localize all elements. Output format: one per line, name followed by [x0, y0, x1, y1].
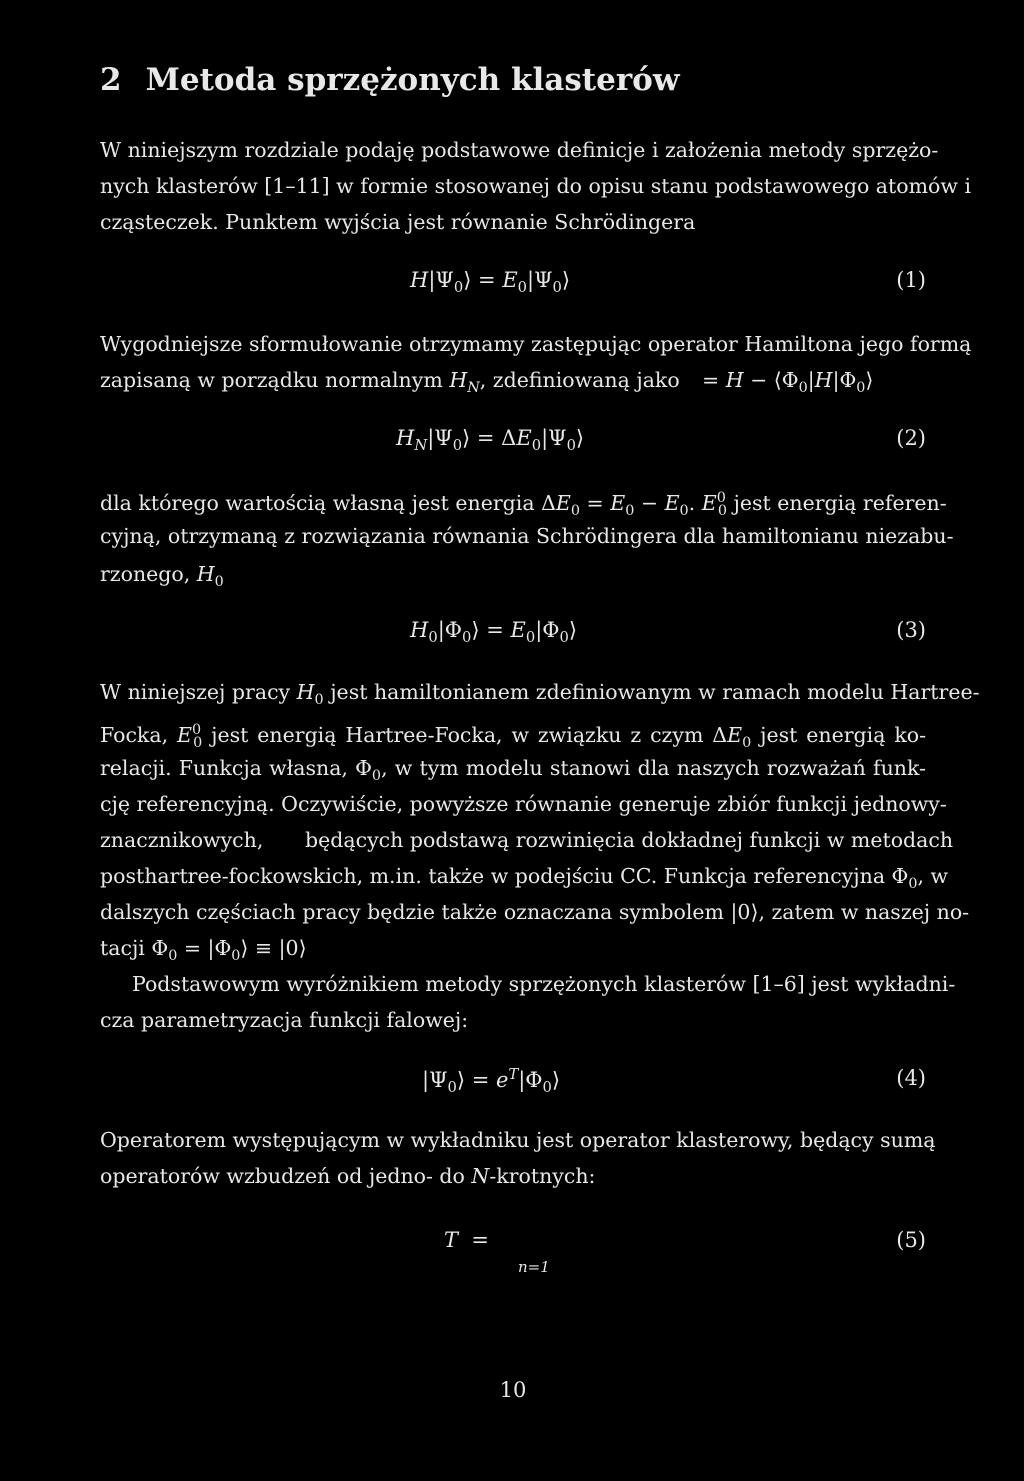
- equation-number: (2): [896, 426, 926, 450]
- equation-number: (5): [896, 1228, 926, 1252]
- text-line: Focka, $E^0_0$ jest energią Hartree-Focka, w związku z czym $\Delta E_0$ jest energią ko-: [100, 722, 927, 751]
- text-line: dla którego wartością własną jest energia $\Delta E_0 = E_0 - E_0$. $E^0_0$ jest energią referen-: [100, 490, 947, 519]
- hn-definition: = $H - ⟨\Phi_0|H|\Phi_0⟩$: [702, 368, 874, 397]
- text-line: W niniejszej pracy $H_0$ jest hamiltonianem zdefiniowanym w ramach modelu Hartree-: [100, 680, 980, 709]
- text-line: Wygodniejsze sformułowanie otrzymamy zastępując operator Hamiltona jego formą: [100, 332, 972, 356]
- equation-body: $|\Psi_0⟩$ = $e^T|\Phi_0⟩$: [422, 1066, 561, 1097]
- equation-2: [100, 426, 926, 456]
- text-line: cza parametryzacja funkcji falowej:: [100, 1008, 469, 1032]
- equation-body: T =: [444, 1228, 489, 1252]
- text-line: dalszych częściach pracy będzie także oznaczana symbolem |0⟩, zatem w naszej no-: [100, 900, 970, 924]
- section-title: Metoda sprzężonych klasterów: [145, 62, 680, 98]
- equation-body: $H_0|\Phi_0⟩$ = $E_0|\Phi_0⟩$: [410, 618, 578, 647]
- text-line: rzonego, $H_0$: [100, 562, 224, 591]
- text-line: relacji. Funkcja własna, $\Phi_0$, w tym modelu stanowi dla naszych rozważań funk-: [100, 756, 926, 785]
- page: [100, 0, 980, 1481]
- text-line: zapisaną w porządku normalnym $H_N$, zdefiniowaną jako = $H - ⟨\Phi_0|H|\Phi_0⟩$: [100, 366, 926, 402]
- text-line: nych klasterów [1–11] w formie stosowanej do opisu stanu podstawowego atomów i: [100, 174, 972, 198]
- equation-number: (3): [896, 618, 926, 642]
- text-line: cję referencyjną. Oczywiście, powyższe równanie generuje zbiór funkcji jednowy-: [100, 792, 947, 816]
- equation-number: (1): [896, 268, 926, 292]
- text-line: operatorów wzbudzeń od jedno- do N-krotnych:: [100, 1164, 596, 1188]
- text-line: Operatorem występującym w wykładniku jest operator klasterowy, będący sumą: [100, 1128, 936, 1152]
- equation-body: $H|\Psi_0⟩$ = $E_0|\Psi_0⟩$: [410, 268, 571, 297]
- text-fragment: znacznikowych,: [100, 828, 264, 852]
- equation-body: $H_N|\Psi_0⟩$ = $\Delta E_0|\Psi_0⟩$: [396, 426, 585, 455]
- text-line: W niniejszym rozdziale podaję podstawowe definicje i założenia metody sprzężo-: [100, 138, 939, 162]
- text-line: cząsteczek. Punktem wyjścia jest równanie Schrödingera: [100, 210, 696, 234]
- equation-4: [100, 1066, 926, 1096]
- text-line: [100, 826, 954, 854]
- equation-1: [100, 268, 926, 298]
- page-number: 10: [499, 1378, 527, 1402]
- equation-3: [100, 618, 926, 648]
- text-fragment: będących podstawą rozwinięcia dokładnej funkcji w metodach: [305, 828, 954, 852]
- sum-lower-limit: n=1: [518, 1258, 550, 1276]
- text-line: tacji $\Phi_0$ = $|\Phi_0⟩$ ≡ |0⟩: [100, 936, 307, 965]
- section-number: 2: [100, 62, 122, 98]
- text-line: Podstawowym wyróżnikiem metody sprzężonych klasterów [1–6] jest wykładni-: [132, 972, 956, 996]
- equation-number: (4): [896, 1066, 926, 1090]
- text-line: cyjną, otrzymaną z rozwiązania równania Schrödingera dla hamiltonianu niezabu-: [100, 524, 954, 548]
- section-heading: [100, 62, 680, 98]
- text-line: posthartree-fockowskich, m.in. także w podejściu CC. Funkcja referencyjna $\Phi_0$, w: [100, 864, 949, 893]
- equation-5: [100, 1228, 926, 1258]
